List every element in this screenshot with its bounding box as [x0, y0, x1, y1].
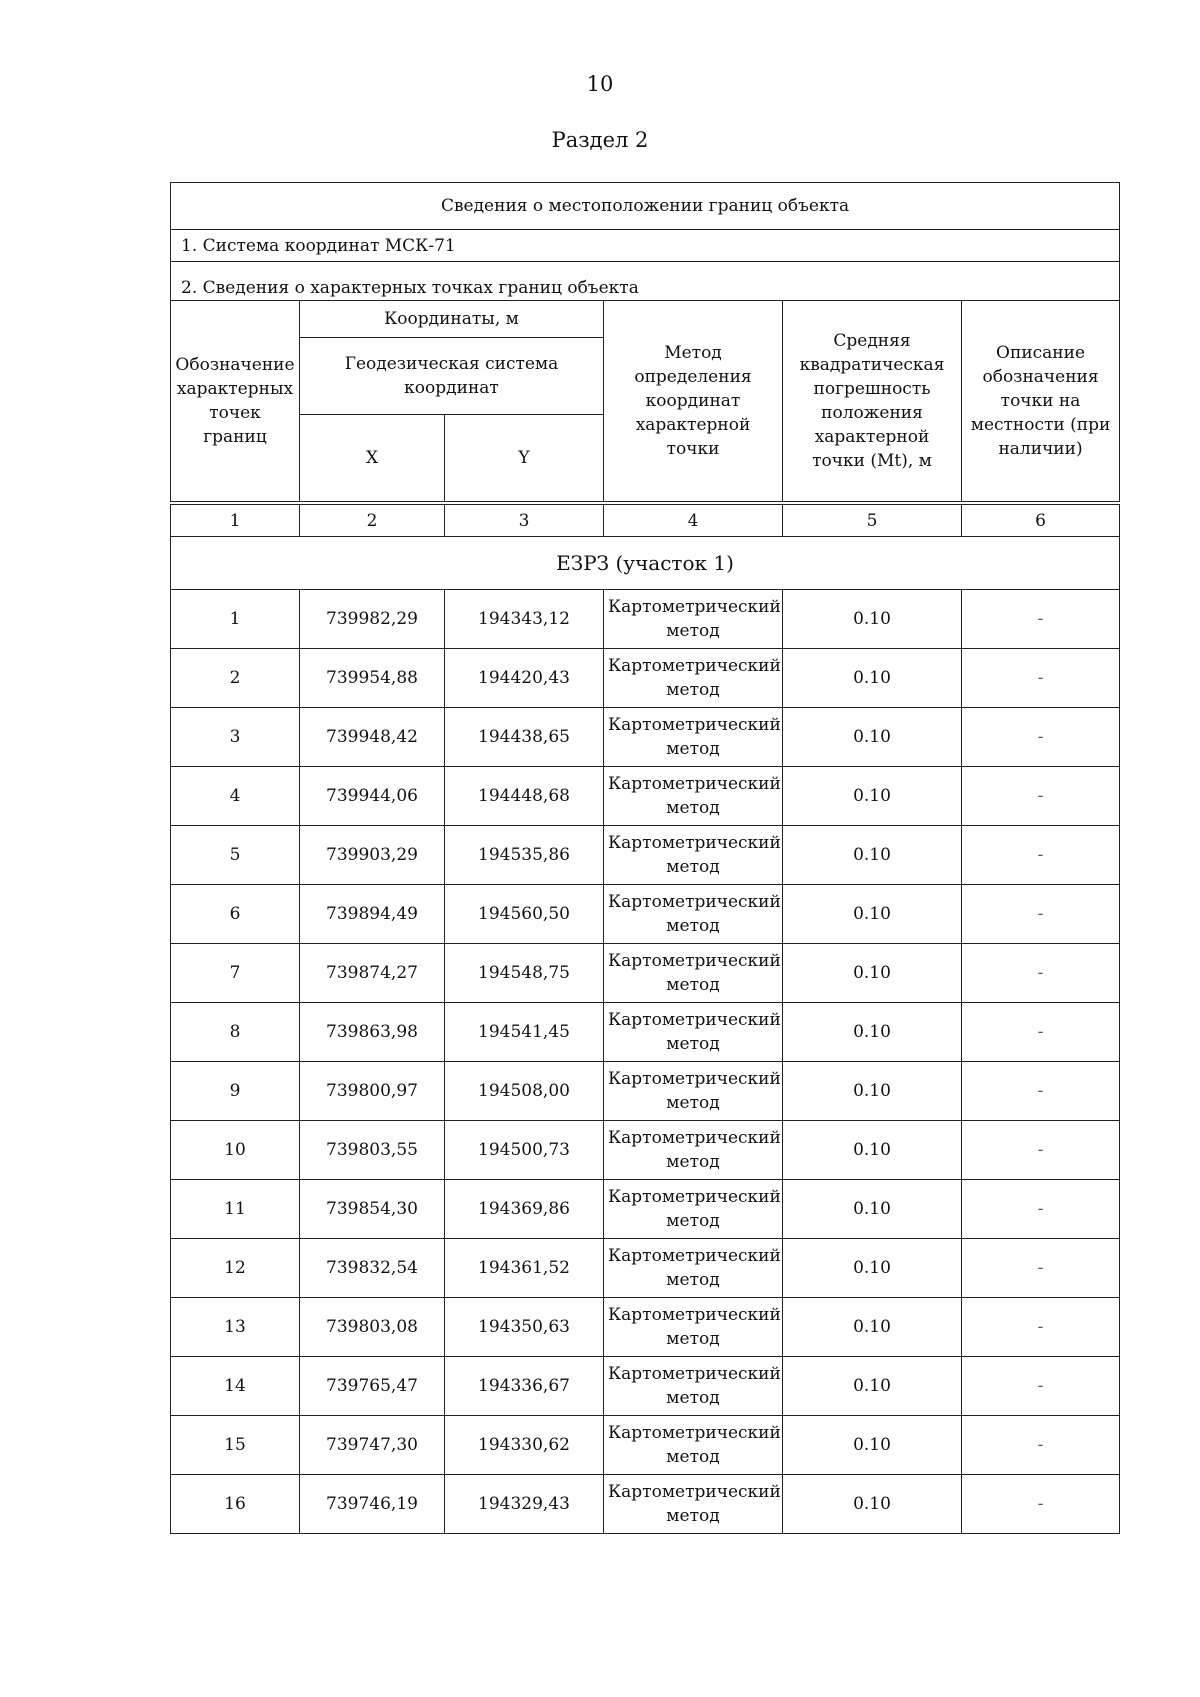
table-title: Сведения о местоположении границ объекта: [171, 183, 1120, 230]
x-coordinate-cell: 739948,42: [300, 708, 445, 767]
description-cell: -: [962, 1062, 1120, 1121]
y-coordinate-cell: 194336,67: [445, 1357, 604, 1416]
x-coordinate-cell: 739746,19: [300, 1475, 445, 1534]
column-number: 3: [445, 505, 604, 537]
header-description: Описание обозначения точки на местности (при наличии): [962, 301, 1120, 502]
header-x: X: [300, 415, 445, 502]
description-cell: -: [962, 767, 1120, 826]
x-coordinate-cell: 739874,27: [300, 944, 445, 1003]
error-cell: 0.10: [783, 1121, 962, 1180]
y-coordinate-cell: 194535,86: [445, 826, 604, 885]
point-number-cell: 5: [171, 826, 300, 885]
error-cell: 0.10: [783, 1416, 962, 1475]
description-cell: -: [962, 1357, 1120, 1416]
coordinate-system: 1. Система координат МСК-71: [171, 230, 1120, 262]
x-coordinate-cell: 739765,47: [300, 1357, 445, 1416]
method-cell: Картометрический метод: [604, 1062, 783, 1121]
point-number-cell: 2: [171, 649, 300, 708]
description-cell: -: [962, 826, 1120, 885]
description-cell: -: [962, 1180, 1120, 1239]
error-cell: 0.10: [783, 885, 962, 944]
table-row: [171, 649, 1120, 708]
method-cell: Картометрический метод: [604, 1003, 783, 1062]
column-number: 4: [604, 505, 783, 537]
x-coordinate-cell: 739982,29: [300, 590, 445, 649]
point-number-cell: 14: [171, 1357, 300, 1416]
point-number-cell: 7: [171, 944, 300, 1003]
header-y: Y: [445, 415, 604, 502]
table-row: [171, 1416, 1120, 1475]
column-numbers-row: [171, 505, 1120, 537]
table-row: [171, 826, 1120, 885]
error-cell: 0.10: [783, 767, 962, 826]
description-cell: -: [962, 1121, 1120, 1180]
x-coordinate-cell: 739800,97: [300, 1062, 445, 1121]
description-cell: -: [962, 885, 1120, 944]
y-coordinate-cell: 194448,68: [445, 767, 604, 826]
part-title: ЕЗРЗ (участок 1): [171, 537, 1120, 590]
error-cell: 0.10: [783, 826, 962, 885]
description-cell: -: [962, 1239, 1120, 1298]
y-coordinate-cell: 194420,43: [445, 649, 604, 708]
error-cell: 0.10: [783, 649, 962, 708]
description-cell: -: [962, 1416, 1120, 1475]
points-heading: 2. Сведения о характерных точках границ объекта: [171, 262, 1120, 301]
error-cell: 0.10: [783, 1357, 962, 1416]
point-number-cell: 16: [171, 1475, 300, 1534]
x-coordinate-cell: 739832,54: [300, 1239, 445, 1298]
y-coordinate-cell: 194541,45: [445, 1003, 604, 1062]
point-number-cell: 4: [171, 767, 300, 826]
table-row: [171, 1062, 1120, 1121]
y-coordinate-cell: 194343,12: [445, 590, 604, 649]
y-coordinate-cell: 194350,63: [445, 1298, 604, 1357]
header-error: Средняя квадратическая погрешность положения характерной точки (Mt), м: [783, 301, 962, 502]
x-coordinate-cell: 739954,88: [300, 649, 445, 708]
method-cell: Картометрический метод: [604, 708, 783, 767]
error-cell: 0.10: [783, 944, 962, 1003]
point-number-cell: 15: [171, 1416, 300, 1475]
point-number-cell: 8: [171, 1003, 300, 1062]
header-geodetic-system: Геодезическая система координат: [300, 338, 604, 415]
method-cell: Картометрический метод: [604, 1298, 783, 1357]
x-coordinate-cell: 739803,55: [300, 1121, 445, 1180]
table-row: [171, 767, 1120, 826]
error-cell: 0.10: [783, 1475, 962, 1534]
table-row: [171, 944, 1120, 1003]
y-coordinate-cell: 194330,62: [445, 1416, 604, 1475]
section-title: Раздел 2: [551, 128, 649, 152]
method-cell: Картометрический метод: [604, 1121, 783, 1180]
description-cell: -: [962, 1298, 1120, 1357]
table-row: [171, 885, 1120, 944]
error-cell: 0.10: [783, 590, 962, 649]
error-cell: 0.10: [783, 1298, 962, 1357]
table-row: [171, 1180, 1120, 1239]
column-number: 6: [962, 505, 1120, 537]
x-coordinate-cell: 739903,29: [300, 826, 445, 885]
boundary-points-table: [170, 182, 1120, 1534]
column-number: 1: [171, 505, 300, 537]
point-number-cell: 3: [171, 708, 300, 767]
y-coordinate-cell: 194560,50: [445, 885, 604, 944]
method-cell: Картометрический метод: [604, 767, 783, 826]
description-cell: -: [962, 590, 1120, 649]
method-cell: Картометрический метод: [604, 1357, 783, 1416]
description-cell: -: [962, 708, 1120, 767]
y-coordinate-cell: 194508,00: [445, 1062, 604, 1121]
method-cell: Картометрический метод: [604, 1416, 783, 1475]
header-method: Метод определения координат характерной точки: [604, 301, 783, 502]
table-row: [171, 590, 1120, 649]
y-coordinate-cell: 194329,43: [445, 1475, 604, 1534]
method-cell: Картометрический метод: [604, 826, 783, 885]
description-cell: -: [962, 649, 1120, 708]
header-coordinates: Координаты, м: [300, 301, 604, 338]
error-cell: 0.10: [783, 1180, 962, 1239]
y-coordinate-cell: 194369,86: [445, 1180, 604, 1239]
method-cell: Картометрический метод: [604, 1475, 783, 1534]
method-cell: Картометрический метод: [604, 649, 783, 708]
point-number-cell: 12: [171, 1239, 300, 1298]
x-coordinate-cell: 739944,06: [300, 767, 445, 826]
table-row: [171, 708, 1120, 767]
table-row: [171, 1475, 1120, 1534]
table-row: [171, 1239, 1120, 1298]
description-cell: -: [962, 1003, 1120, 1062]
column-number: 2: [300, 505, 445, 537]
point-number-cell: 10: [171, 1121, 300, 1180]
description-cell: -: [962, 944, 1120, 1003]
method-cell: Картометрический метод: [604, 944, 783, 1003]
method-cell: Картометрический метод: [604, 590, 783, 649]
x-coordinate-cell: 739894,49: [300, 885, 445, 944]
header-designation: Обозначение характерных точек границ: [171, 301, 300, 502]
page-number: 10: [586, 72, 614, 96]
table-row: [171, 1357, 1120, 1416]
table-row: [171, 1298, 1120, 1357]
error-cell: 0.10: [783, 1003, 962, 1062]
point-number-cell: 13: [171, 1298, 300, 1357]
y-coordinate-cell: 194438,65: [445, 708, 604, 767]
error-cell: 0.10: [783, 1062, 962, 1121]
point-number-cell: 9: [171, 1062, 300, 1121]
x-coordinate-cell: 739803,08: [300, 1298, 445, 1357]
y-coordinate-cell: 194500,73: [445, 1121, 604, 1180]
x-coordinate-cell: 739747,30: [300, 1416, 445, 1475]
method-cell: Картометрический метод: [604, 885, 783, 944]
y-coordinate-cell: 194361,52: [445, 1239, 604, 1298]
point-number-cell: 1: [171, 590, 300, 649]
column-number: 5: [783, 505, 962, 537]
x-coordinate-cell: 739854,30: [300, 1180, 445, 1239]
method-cell: Картометрический метод: [604, 1239, 783, 1298]
point-number-cell: 6: [171, 885, 300, 944]
table-row: [171, 1003, 1120, 1062]
method-cell: Картометрический метод: [604, 1180, 783, 1239]
error-cell: 0.10: [783, 1239, 962, 1298]
description-cell: -: [962, 1475, 1120, 1534]
x-coordinate-cell: 739863,98: [300, 1003, 445, 1062]
table-row: [171, 1121, 1120, 1180]
error-cell: 0.10: [783, 708, 962, 767]
y-coordinate-cell: 194548,75: [445, 944, 604, 1003]
point-number-cell: 11: [171, 1180, 300, 1239]
